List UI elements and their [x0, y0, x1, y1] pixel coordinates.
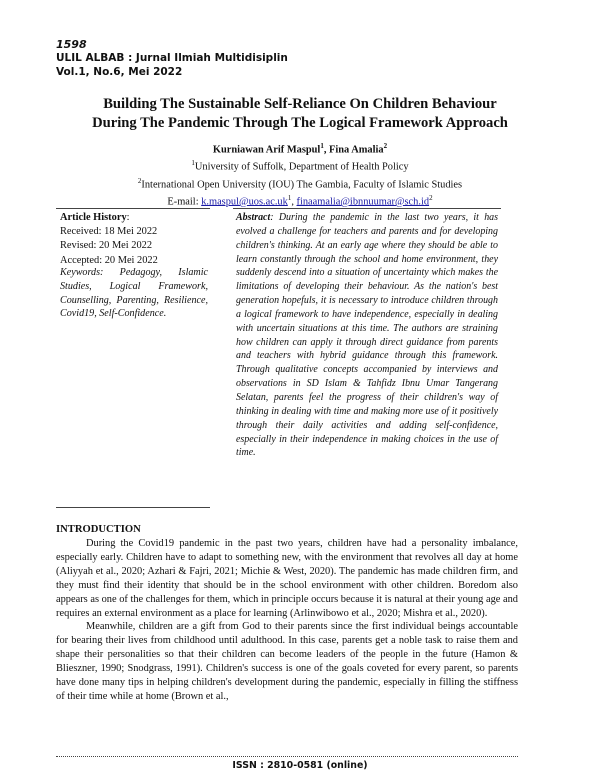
- author-names: [40, 140, 560, 157]
- email-link-1[interactable]: k.maspul@uos.ac.uk: [201, 196, 288, 208]
- history-label: Article History: [60, 212, 127, 223]
- history-received: Received: 18 Mei 2022: [60, 226, 158, 238]
- footer-dotted-rule: [56, 756, 518, 757]
- page-number: 1598: [56, 38, 87, 51]
- history-accepted: Accepted: 20 Mei 2022: [60, 254, 158, 266]
- affiliation-2: [40, 175, 560, 192]
- abstract-text: : During the pandemic in the last two years, it has evolved a challenge for teachers and parents and for developing children's thinking. At an early age where they should be able to learn constantly through the school and home environment, they suddenly descend into a situation of uncertainty which makes the limitations of developing their behaviour. As the nation's best generation hopefuls, it is necessary to introduce children through a logical framework to have independence, especially in dealing with uncertain situations at this time. The authors are straining how children can apply it through direct guidance from parents and teachers with hybrid guidance through this framework. Through qualitative concepts accompanied by interviews and observations in SD Islam & Tahfidz Ibnu Umar Tangerang Selatan, parents feel the progress of their children's way of thinking in dealing with time and making more use of it positively through their daily activities and adding self-confidence, especially in their independence in making choices in the use of time.: [236, 212, 498, 459]
- journal-volume: Vol.1, No.6, Mei 2022: [56, 66, 183, 78]
- title-line-1: Building The Sustainable Self-Reliance On Children Behaviour: [103, 96, 497, 112]
- title-line-2: During The Pandemic Through The Logical Framework Approach: [92, 115, 508, 131]
- introduction-heading: INTRODUCTION: [56, 524, 141, 535]
- history-colon: :: [126, 212, 130, 223]
- email-2-sup: 2: [429, 193, 433, 202]
- issn-footer: ISSN : 2810-0581 (online): [232, 760, 368, 771]
- author-2: Fina Amalia: [329, 144, 384, 156]
- journal-name: ULIL ALBAB : Jurnal Ilmiah Multidisiplin: [56, 52, 288, 64]
- article-history: [60, 211, 210, 268]
- email-separator: ,: [291, 196, 297, 208]
- left-column-top-rule: [56, 208, 210, 209]
- article-title: [40, 95, 560, 133]
- keywords: Keywords: Pedagogy, Islamic Studies, Logical Framework, Counselling, Parenting, Resilience, Covid19, Self-Confidence.: [60, 267, 208, 320]
- abstract: [236, 211, 498, 460]
- history-heading: [60, 211, 210, 225]
- abstract-label: Abstract: [236, 212, 271, 223]
- affiliation-2-text: International Open University (IOU) The Gambia, Faculty of Islamic Studies: [141, 179, 463, 190]
- email-line: [40, 192, 560, 209]
- affiliation-2-sup: 2: [137, 176, 142, 185]
- author-separator: ,: [323, 144, 330, 156]
- affiliation-1-text: University of Suffolk, Department of Health Policy: [194, 161, 409, 173]
- abstract-top-rule: [233, 208, 501, 209]
- left-column-bottom-rule: [56, 507, 210, 508]
- email-1-sup: 1: [287, 193, 292, 202]
- author-1-sup: 1: [320, 142, 324, 150]
- author-block: [40, 140, 560, 209]
- author-2-sup: 2: [383, 142, 388, 150]
- introduction-body: [56, 537, 518, 704]
- intro-paragraph-1: During the Covid19 pandemic in the past two years, children have had a personality imbalance, especially early. Children have to adapt to something new, with the environment that revolves all day at home (Aliyyah et al., 2020; Azhari & Fajri, 2021; Michie & West, 2020). The pandemic has made children firm, and they must find their identity that should be in the school environment with other children. Boredom also appears as one of the challenges for them, which in principle occurs because it is natural at their young age and requires an external environment as a place for learning (Arlinwibowo et al., 2020; Mishra et al., 2020).: [56, 538, 518, 619]
- affiliation-1: [40, 157, 560, 174]
- intro-paragraph-2: Meanwhile, children are a gift from God to their parents since the first individual beings accountable for bearing their lives from childhood until adulthood. In this case, parents get a noble task to raise them and shape their personalities so that their children can become leaders of the people in the future (Hamon & Blieszner, 1990; Snodgrass, 1991). Children's success is one of the goals coveted for every parent, so parents have done many tips in helping children's development during the pandemic, especially in filling the stiffness of their time while at home (Brown et al.,: [56, 621, 518, 702]
- email-link-2[interactable]: finaamalia@ibnnuumar@sch.id: [296, 196, 430, 208]
- affiliation-1-sup: 1: [191, 159, 195, 168]
- history-revised: Revised: 20 Mei 2022: [60, 240, 153, 252]
- author-1: Kurniawan Arif Maspul: [212, 144, 321, 156]
- email-label: E-mail:: [167, 196, 202, 208]
